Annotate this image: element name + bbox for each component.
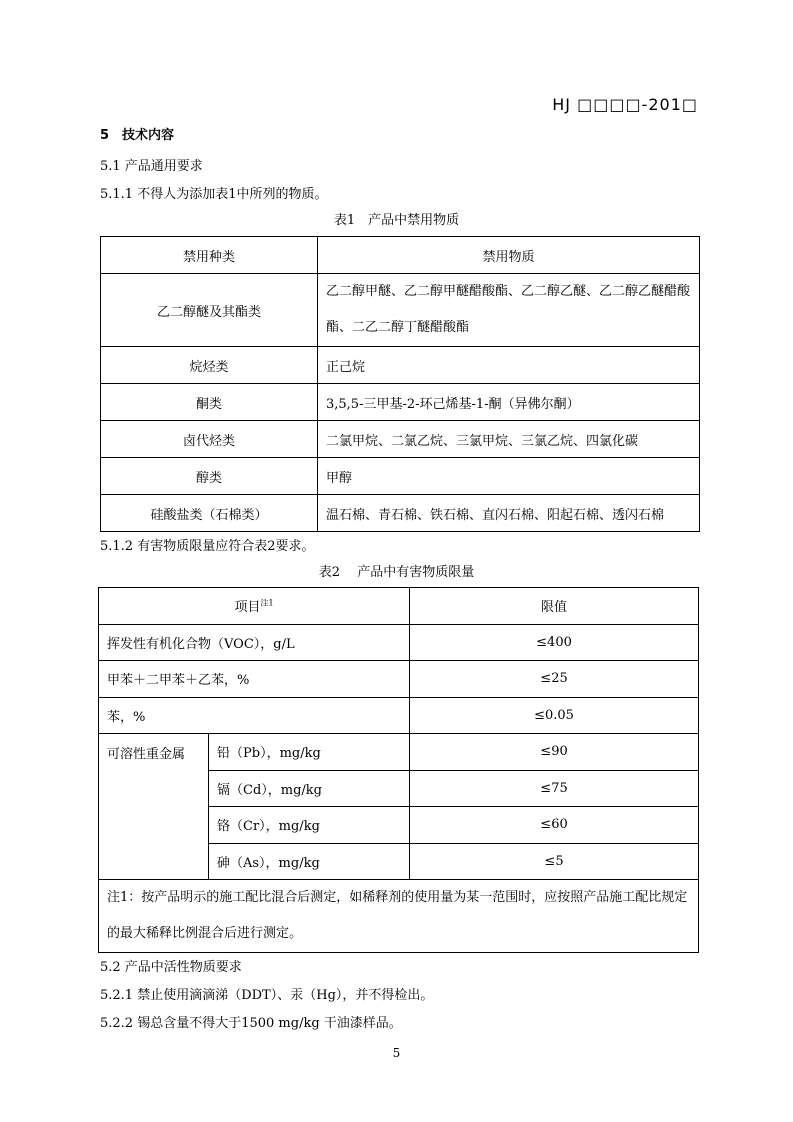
table2-metal-item-cell: 镉（Cd），mg/kg <box>209 770 410 807</box>
document-code: HJ □□□□-201□ <box>552 95 698 114</box>
table2-header-limit: 限值 <box>410 588 699 625</box>
table-row <box>101 347 700 384</box>
table2-header-item-label: 项目 <box>234 600 261 616</box>
table1-caption: 表1 产品中禁用物质 <box>333 213 460 228</box>
table1-header-row <box>101 237 700 274</box>
table-row <box>101 458 700 495</box>
section-5-heading: 5 技术内容 <box>100 128 175 143</box>
table2-metal-item-cell: 铬（Cr），mg/kg <box>209 807 410 844</box>
table1-category-cell: 醇类 <box>101 458 318 495</box>
table2-limit-cell: ≤60 <box>410 807 699 844</box>
table2-item-cell: 甲苯＋二甲苯＋乙苯，% <box>99 661 410 698</box>
table1-banned-substances <box>100 236 700 532</box>
table-row <box>101 274 700 347</box>
table2-limit-cell: ≤75 <box>410 770 699 807</box>
section-5-1-2-text: 5.1.2 有害物质限量应符合表2要求。 <box>100 539 315 554</box>
table1-header-substance: 禁用物质 <box>318 237 700 274</box>
section-5-2-heading: 5.2 产品中活性物质要求 <box>100 960 242 975</box>
table1-header-category: 禁用种类 <box>101 237 318 274</box>
table-row <box>99 624 699 661</box>
table2-metal-item-cell: 砷（As），mg/kg <box>209 843 410 880</box>
table1-substance-cell: 温石棉、青石棉、铁石棉、直闪石棉、阳起石棉、透闪石棉 <box>318 495 700 532</box>
section-5-1-heading: 5.1 产品通用要求 <box>100 159 203 174</box>
table2-header-row <box>99 588 699 625</box>
table2-metals-group-cell: 可溶性重金属 <box>99 734 209 880</box>
table1-substance-cell: 乙二醇甲醚、乙二醇甲醚醋酸酯、乙二醇乙醚、乙二醇乙醚醋酸酯、二乙二醇丁醚醋酸酯 <box>318 274 700 347</box>
table1-substance-cell: 二氯甲烷、二氯乙烷、三氯甲烷、三氯乙烷、四氯化碳 <box>318 421 700 458</box>
table2-note-row <box>99 880 699 953</box>
table1-substance-cell: 甲醇 <box>318 458 700 495</box>
table-row <box>101 421 700 458</box>
table-row <box>101 495 700 532</box>
table1-category-cell: 卤代烃类 <box>101 421 318 458</box>
table2-limit-cell: ≤90 <box>410 734 699 771</box>
table1-category-cell: 烷烃类 <box>101 347 318 384</box>
table2-hazardous-limits <box>98 587 699 953</box>
table-row <box>99 697 699 734</box>
table-row <box>99 661 699 698</box>
section-5-1-1-text: 5.1.1 不得人为添加表1中所列的物质。 <box>100 187 328 202</box>
table2-header-item <box>99 588 410 625</box>
table2-limit-cell: ≤0.05 <box>410 697 699 734</box>
table2-limit-cell: ≤400 <box>410 624 699 661</box>
table2-limit-cell: ≤5 <box>410 843 699 880</box>
table1-category-cell: 乙二醇醚及其酯类 <box>101 274 318 347</box>
table2-note-cell: 注1：按产品明示的施工配比混合后测定，如稀释剂的使用量为某一范围时，应按照产品施工配比规定的最大稀释比例混合后进行测定。 <box>99 880 699 953</box>
section-5-2-2-text: 5.2.2 锡总含量不得大于1500 mg/kg 干油漆样品。 <box>100 1016 402 1031</box>
page-number: 5 <box>392 1046 401 1060</box>
table1-substance-cell: 正己烷 <box>318 347 700 384</box>
table1-category-cell: 酮类 <box>101 384 318 421</box>
section-5-2-1-text: 5.2.1 禁止使用滴滴涕（DDT）、汞（Hg），并不得检出。 <box>100 988 434 1003</box>
table-row <box>101 384 700 421</box>
table1-category-cell: 硅酸盐类（石棉类） <box>101 495 318 532</box>
table1-substance-cell: 3,5,5-三甲基-2-环己烯基-1-酮（异佛尔酮） <box>318 384 700 421</box>
table-row <box>99 734 699 771</box>
table2-header-footnote-mark: 注1 <box>260 598 274 608</box>
table2-item-cell: 苯，% <box>99 697 410 734</box>
table2-item-cell: 挥发性有机化合物（VOC），g/L <box>99 624 410 661</box>
table2-caption: 表2 产品中有害物质限量 <box>318 565 475 580</box>
table2-metal-item-cell: 铅（Pb），mg/kg <box>209 734 410 771</box>
table2-limit-cell: ≤25 <box>410 661 699 698</box>
